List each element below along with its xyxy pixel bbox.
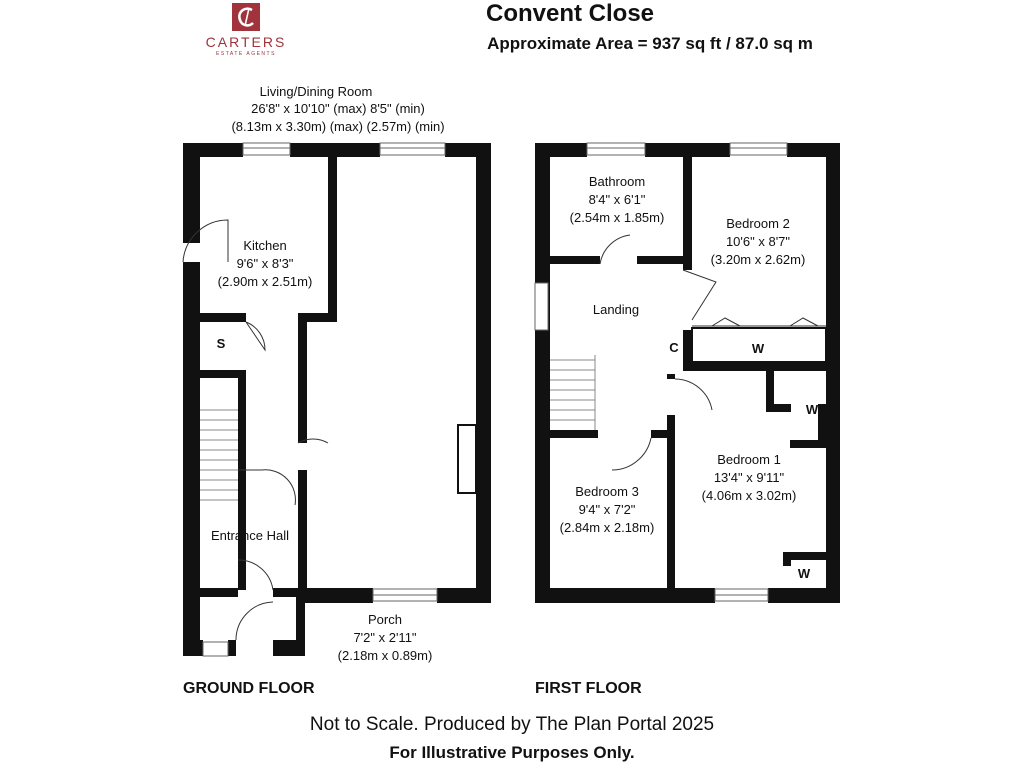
bedroom3-name: Bedroom 3 [575, 484, 639, 499]
bedroom1-name: Bedroom 1 [717, 452, 781, 467]
porch-dim-metric: (2.18m x 0.89m) [337, 648, 433, 663]
landing-name: Landing [592, 302, 640, 317]
living-dim-metric: (8.13m x 3.30m) (max) (2.57m) (min) [231, 119, 445, 134]
porch-dim-imperial: 7'2" x 2'11" [353, 630, 417, 645]
bedroom3-dim-metric: (2.84m x 2.18m) [559, 520, 655, 535]
entrance-hall-name: Entrance Hall [210, 528, 290, 543]
bathroom-name: Bathroom [588, 174, 646, 189]
approximate-area: Approximate Area = 937 sq ft / 87.0 sq m [487, 34, 813, 53]
first-floor-label: FIRST FLOOR [535, 680, 642, 697]
ground-floor-label: GROUND FLOOR [183, 680, 315, 697]
property-title: Convent Close [485, 0, 655, 27]
bedroom2-dim-metric: (3.20m x 2.62m) [710, 252, 806, 267]
logo-tagline: ESTATE AGENTS [216, 51, 276, 57]
bathroom-dim-metric: (2.54m x 1.85m) [569, 210, 665, 225]
wardrobe-label-2: W [805, 402, 819, 417]
wardrobe-label-1: W [751, 341, 765, 356]
kitchen-dim-metric: (2.90m x 2.51m) [217, 274, 313, 289]
bedroom2-dim-imperial: 10'6" x 8'7" [725, 234, 791, 249]
scale-note: Not to Scale. Produced by The Plan Portal 2025 [309, 714, 715, 735]
kitchen-dim-imperial: 9'6" x 8'3" [236, 256, 294, 271]
logo-brand: CARTERS [205, 34, 287, 50]
bedroom2-name: Bedroom 2 [726, 216, 790, 231]
ground-floor-walls [183, 143, 491, 656]
cupboard-label: C [669, 340, 679, 355]
living-dim-imperial: 26'8" x 10'10" (max) 8'5" (min) [251, 101, 425, 116]
bedroom1-dim-imperial: 13'4" x 9'11" [713, 470, 785, 485]
bedroom1-dim-metric: (4.06m x 3.02m) [701, 488, 797, 503]
store-label: S [216, 336, 226, 351]
bathroom-dim-imperial: 8'4" x 6'1" [588, 192, 646, 207]
disclaimer: For Illustrative Purposes Only. [389, 743, 635, 762]
kitchen-name: Kitchen [243, 238, 287, 253]
wardrobe-label-3: W [797, 566, 811, 581]
porch-name: Porch [368, 612, 402, 627]
living-name: Living/Dining Room [259, 84, 373, 99]
bedroom3-dim-imperial: 9'4" x 7'2" [578, 502, 636, 517]
